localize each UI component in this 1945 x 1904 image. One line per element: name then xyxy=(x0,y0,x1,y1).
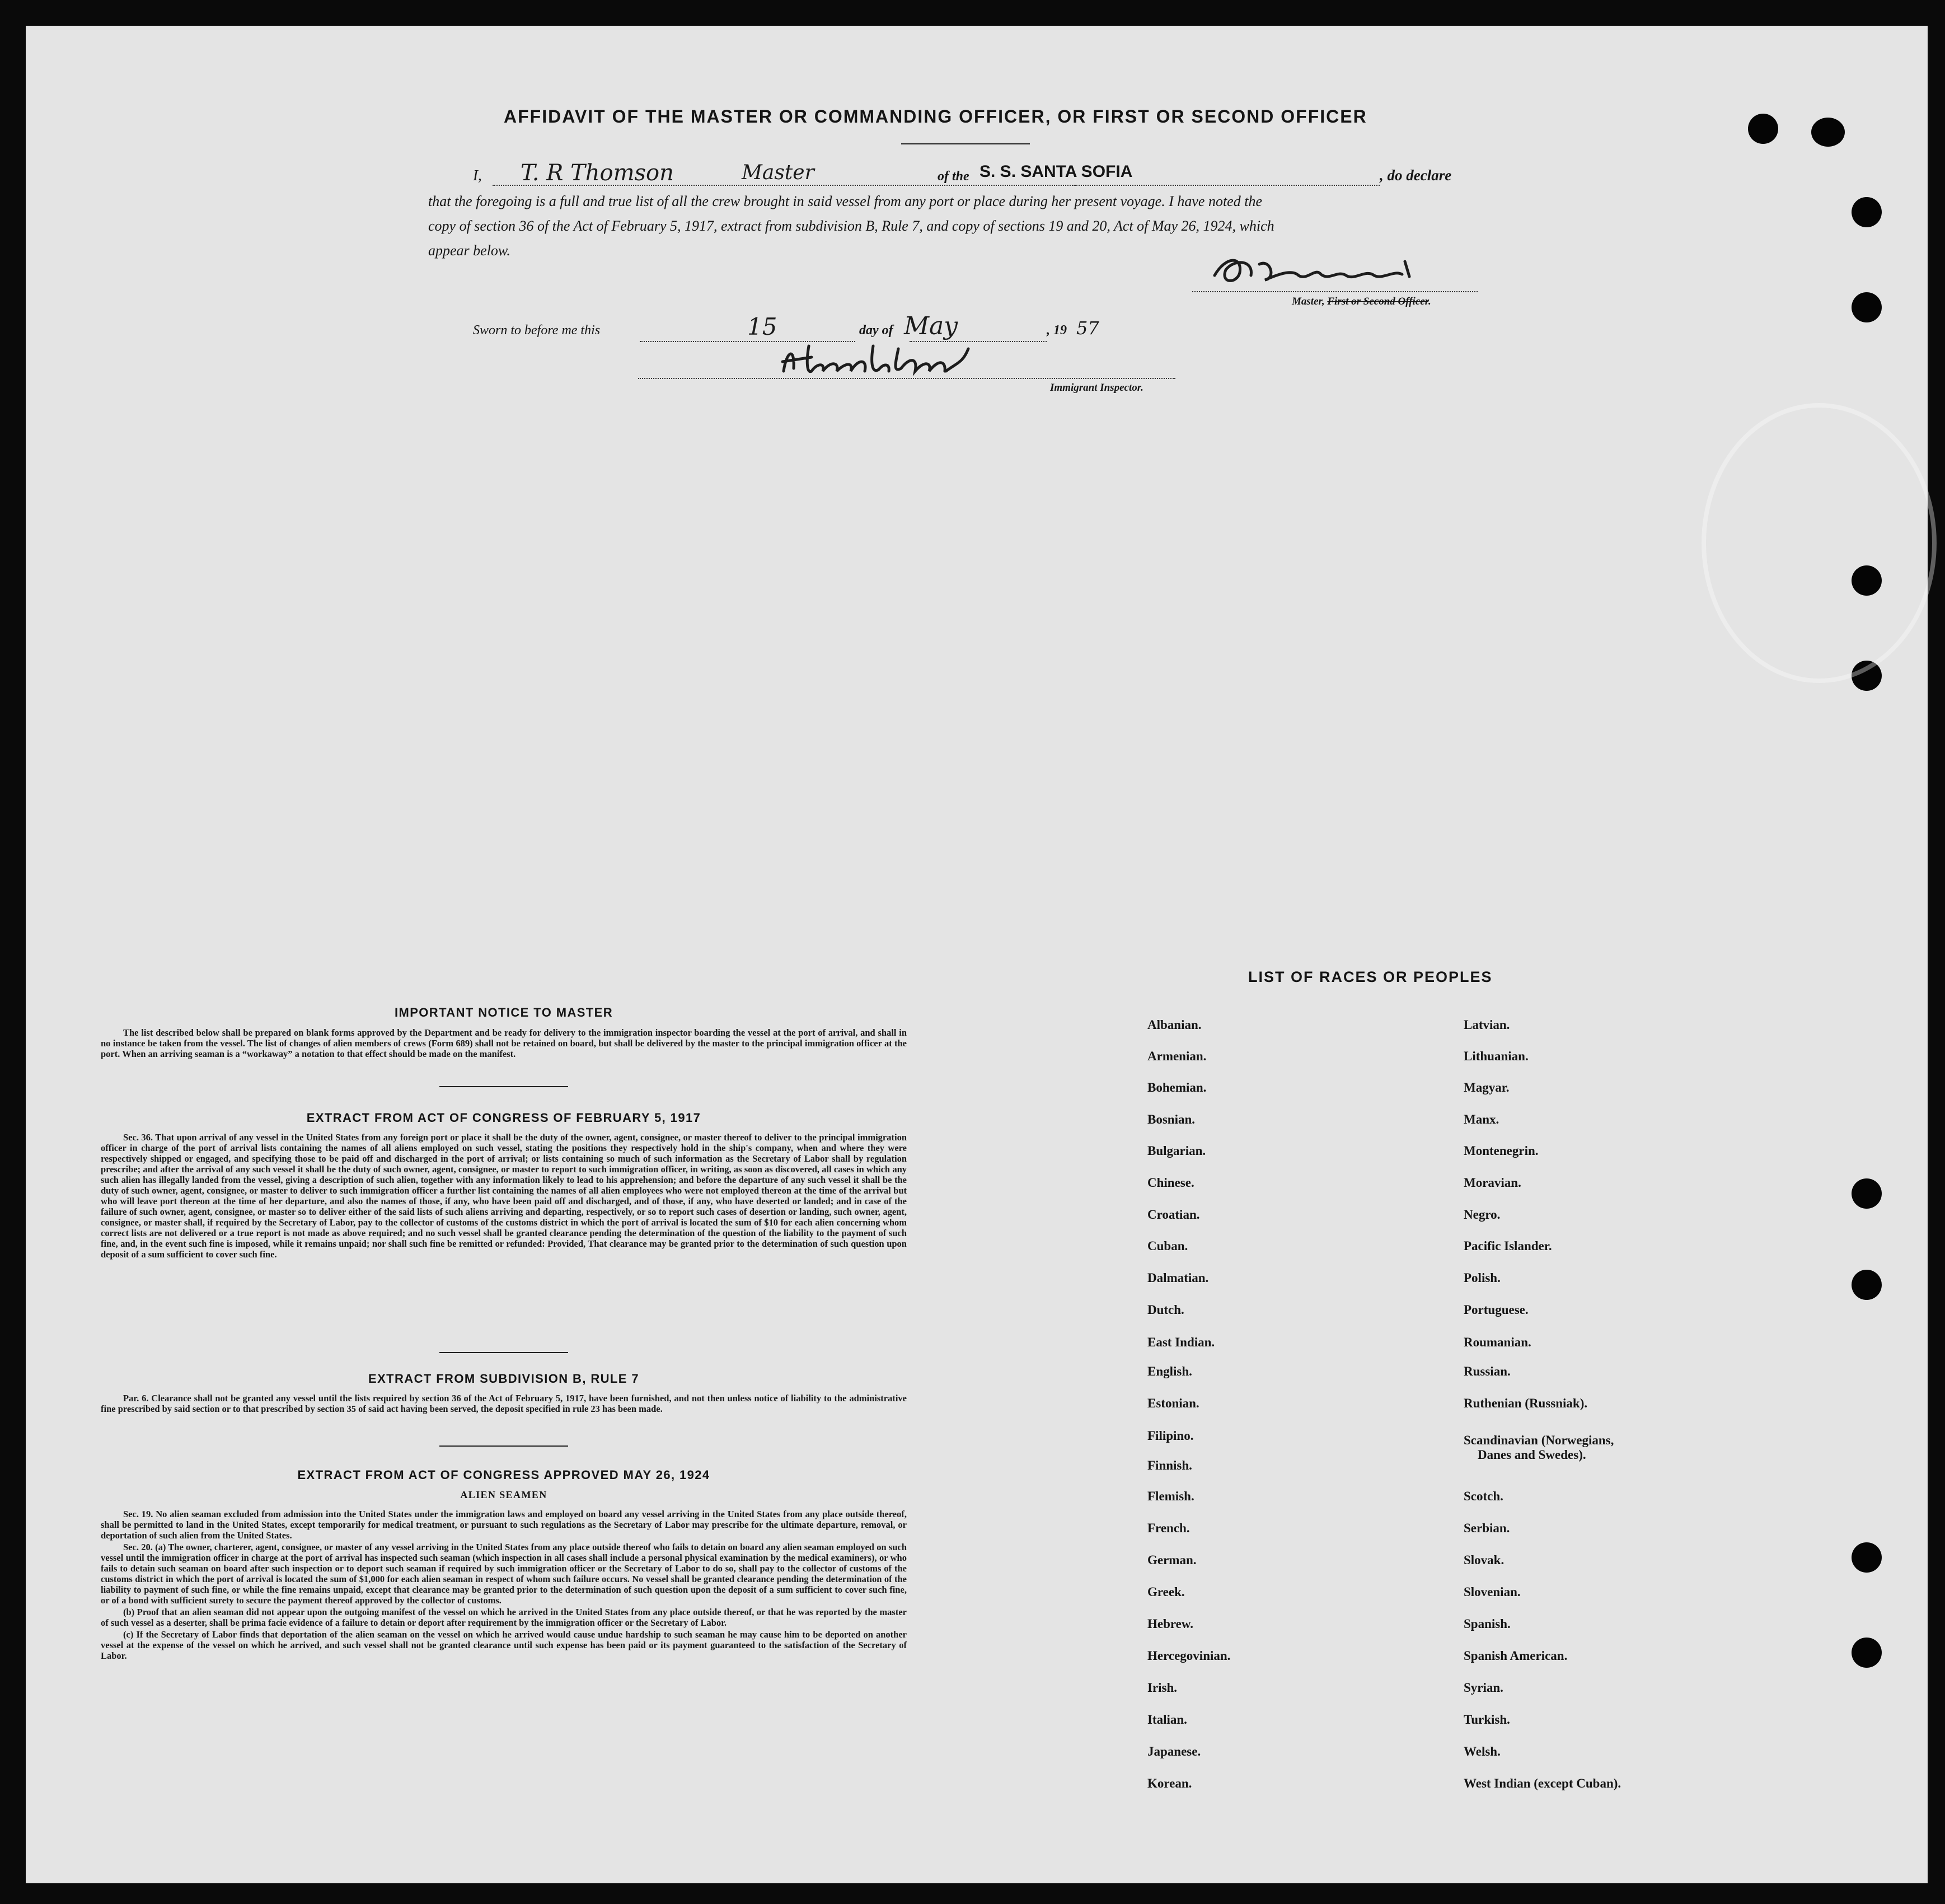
divider xyxy=(439,1352,568,1353)
race-item: Latvian. xyxy=(1464,1018,1510,1032)
punch-hole xyxy=(1852,1638,1882,1668)
struck-officer-label: First or Second Officer xyxy=(1327,296,1429,307)
race-item: Scotch. xyxy=(1464,1489,1503,1503)
race-item: Chinese. xyxy=(1147,1176,1194,1190)
race-item: Slovenian. xyxy=(1464,1585,1521,1599)
race-item: Spanish. xyxy=(1464,1617,1511,1631)
of-the-label: of the xyxy=(938,169,969,184)
race-item: Finnish. xyxy=(1147,1458,1192,1472)
section-19-paragraph: Sec. 19. No alien seaman excluded from admission into the United States under the immigration laws and employed on board any vessel arriving in the United States from any place outside thereof, shall be permitted to land in the United States, except temporarily for medical treatment, or pursuant to such regulations as the Secretary of Labor may prescribe for the ultimate departure, removal, or deportation of such alien from the United States. xyxy=(101,1509,907,1541)
race-item: Spanish American. xyxy=(1464,1649,1568,1663)
race-item: Montenegrin. xyxy=(1464,1144,1539,1158)
race-item: Armenian. xyxy=(1147,1049,1207,1063)
race-item: Russian. xyxy=(1464,1364,1511,1378)
race-item: Bosnian. xyxy=(1147,1112,1196,1126)
race-item: Filipino. xyxy=(1147,1429,1194,1443)
section-20b-paragraph: (b) Proof that an alien seaman did not appear upon the outgoing manifest of the vessel on which he arrived in the United States from any place outside thereof, or that he was reported by the master of such vessel as a deserter, shall be prima facie evidence of a failure to detain or deport after requirement by the immigration officer or the Secretary of Labor. xyxy=(101,1607,907,1628)
race-item: Irish. xyxy=(1147,1681,1178,1695)
race-item: Moravian. xyxy=(1464,1176,1521,1190)
race-item: Albanian. xyxy=(1147,1018,1202,1032)
race-item: Ruthenian (Russniak). xyxy=(1464,1396,1588,1410)
do-declare-label: , do declare xyxy=(1380,167,1452,184)
master-signature-label xyxy=(1292,296,1431,308)
sworn-label: Sworn to before me this xyxy=(473,323,601,338)
extract-1917-text xyxy=(101,1132,907,1261)
extract-1924-heading: EXTRACT FROM ACT OF CONGRESS APPROVED MAY 26, 1924 xyxy=(297,1468,710,1482)
notice-text xyxy=(101,1027,907,1060)
vessel-name: S. S. SANTA SOFIA xyxy=(979,162,1133,181)
race-item: Turkish. xyxy=(1464,1713,1510,1727)
race-item: Korean. xyxy=(1147,1776,1192,1790)
race-item: Pacific Islander. xyxy=(1464,1239,1552,1253)
race-item: Estonian. xyxy=(1147,1396,1199,1410)
declaration-body-line-2: copy of section 36 of the Act of February 5, 1917, extract from subdivision B, Rule 7, and copy of sections 19 and 20, Act of May 26, 1924, which xyxy=(428,218,1274,234)
inspector-label: Immigrant Inspector. xyxy=(1050,382,1143,394)
race-item: English. xyxy=(1147,1364,1192,1378)
divider xyxy=(439,1445,568,1447)
race-item: Italian. xyxy=(1147,1713,1187,1727)
section-20a-paragraph: Sec. 20. (a) The owner, charterer, agent, consignee, or master of any vessel arriving in the United States from any place outside thereof who fails to detain on board any alien seaman employed on such vessel until the immigration officer in charge at the port of arrival has inspected such seaman (which inspection in all cases shall include a personal physical examination by the medical examiners), or who fails to detain such seaman on board after such inspection or to deport such seaman if required by such immigration officer or the Secretary of Labor to do so, shall pay to the collector of customs of the customs district in which the port of arrival is located the sum of $1,000 for each alien seaman in respect of whom such failure occurs. No vessel shall be granted clearance pending the determination of the liability to payment of such fine, or while the fine remains unpaid, except that clearance may be granted prior to the determination of such question upon the deposit of a sum sufficient to cover such fine, or of a bond with sufficient surety to secure the payment thereof approved by the collector of customs. xyxy=(101,1542,907,1606)
race-item: Lithuanian. xyxy=(1464,1049,1529,1063)
punch-hole xyxy=(1852,197,1882,227)
race-item: Roumanian. xyxy=(1464,1335,1531,1349)
inspector-signature xyxy=(778,340,991,382)
race-item: Hercegovinian. xyxy=(1147,1649,1231,1663)
divider xyxy=(439,1086,568,1087)
race-item: German. xyxy=(1147,1553,1197,1567)
punch-hole xyxy=(1748,114,1778,144)
sworn-year: 57 xyxy=(1076,317,1099,339)
signature-scribble xyxy=(1209,253,1444,287)
race-item: Greek. xyxy=(1147,1585,1185,1599)
i-label: I, xyxy=(473,167,482,184)
punch-hole xyxy=(1852,1270,1882,1300)
race-item: Japanese. xyxy=(1147,1744,1201,1758)
race-item: Cuban. xyxy=(1147,1239,1188,1253)
race-item: Flemish. xyxy=(1147,1489,1194,1503)
notice-heading: IMPORTANT NOTICE TO MASTER xyxy=(394,1005,613,1019)
master-label: Master, xyxy=(1292,296,1328,307)
race-item: East Indian. xyxy=(1147,1335,1215,1349)
inspector-signature-line xyxy=(638,378,1175,379)
race-item: Negro. xyxy=(1464,1208,1501,1222)
race-item: Manx. xyxy=(1464,1112,1499,1126)
race-item: Dutch. xyxy=(1147,1303,1184,1317)
par-6-paragraph: Par. 6. Clearance shall not be granted any vessel until the lists required by section 36 of the Act of February 5, 1917, have been furnished, and not then unless notice of liability to the administrative fine prescribed by said section or to that prescribed by section 35 of said act having been served, the deposit specified in rule 23 has been made. xyxy=(101,1393,907,1414)
race-item: Syrian. xyxy=(1464,1681,1503,1695)
section-36-paragraph: Sec. 36. That upon arrival of any vessel in the United States from any foreign port or place it shall be the duty of the owner, agent, consignee, or master thereof to deliver to the principal immigration officer in charge of the port of arrival lists containing the names of all aliens employed on such vessel, stating the positions they respectively hold in the ship's company, when and where they were respectively shipped or engaged, and specifying those to be paid off and discharged in the port of arrival; or lists containing so much of such information as the Secretary of Labor shall by regulation prescribe; and after the arrival of any such vessel it shall be the duty of such owner, agent, consignee, or master to report to such immigration officer, in writing, as soon as discovered, all cases in which any such alien has illegally landed from the vessel, giving a description of such alien, together with any information likely to lead to his apprehension; and before the departure of any such vessel it shall be the duty of such owner, agent, consignee, or master to deliver to such immigration officer a further list containing the names of all alien employees who were not employed thereon at the time of the arrival but who will leave port thereon at the time of her departure, and also the names of those, if any, who have been paid off and discharged, and of those, if any, who have deserted or landed; and in case of the failure of such owner, agent, consignee, or master so to deliver either of the said lists of such aliens arriving and departing, respectively, or so to report such cases of desertion or landing, such owner, agent, consignee, or master shall, if required by the Secretary of Labor, pay to the collector of customs of the customs district in which the port of arrival is located the sum of $10 for each alien concerning whom correct lists are not delivered or a true report is not made as above required; and no such vessel shall be granted clearance pending the determination of the question of the liability to the payment of such fine, and, in the event such fine is imposed, while it remains unpaid; nor shall such fine be remitted or refunded: Provided, That clearance may be granted prior to the determination of such question upon deposit of a sum sufficient to cover such fine. xyxy=(101,1132,907,1260)
race-item: Croatian. xyxy=(1147,1208,1200,1222)
race-item: West Indian (except Cuban). xyxy=(1464,1776,1621,1790)
notice-paragraph: The list described below shall be prepared on blank forms approved by the Department and be ready for delivery to the immigration inspector boarding the vessel at the port of arrival, and shall in no instance be taken from the vessel. The list of changes of alien members of crews (Form 689) shall not be retained on board, but shall be delivered by the master to the principal immigration officer at the port. When an arriving seaman is a “workaway” a notation to that effect should be made on the manifest. xyxy=(101,1027,907,1059)
race-item: French. xyxy=(1147,1521,1190,1535)
race-item: Welsh. xyxy=(1464,1744,1501,1758)
race-item: Scandinavian (Norwegians, xyxy=(1464,1433,1614,1447)
master-signature xyxy=(1209,253,1444,293)
master-rank: Master xyxy=(742,161,814,184)
embossed-seal xyxy=(1702,403,1937,683)
race-item: Danes and Swedes). xyxy=(1478,1448,1586,1462)
declaration-body-line-3: appear below. xyxy=(428,242,510,259)
race-item: Portuguese. xyxy=(1464,1303,1529,1317)
race-item: Slovak. xyxy=(1464,1553,1505,1567)
race-item: Polish. xyxy=(1464,1271,1501,1285)
race-item: Bohemian. xyxy=(1147,1080,1207,1094)
section-20c-paragraph: (c) If the Secretary of Labor finds that deportation of the alien seaman on the vessel on which he arrived would cause undue hardship to such seaman he may cause him to be deported on another vessel at the expense of the vessel on which he arrived, and such vessel shall not be granted clearance until such expense has been paid or its payment guaranteed to the satisfaction of the Secretary of Labor. xyxy=(101,1629,907,1661)
extract-1917-heading: EXTRACT FROM ACT OF CONGRESS OF FEBRUARY 5, 1917 xyxy=(306,1111,701,1125)
sworn-day: 15 xyxy=(747,313,777,340)
vessel-fill-line xyxy=(1075,185,1380,186)
races-title: LIST OF RACES OR PEOPLES xyxy=(1248,969,1493,985)
rule-7-heading: EXTRACT FROM SUBDIVISION B, RULE 7 xyxy=(368,1372,639,1386)
race-item: Dalmatian. xyxy=(1147,1271,1209,1285)
declaration-body xyxy=(428,189,1480,263)
affidavit-title: AFFIDAVIT OF THE MASTER OR COMMANDING OFFICER, OR FIRST OR SECOND OFFICER xyxy=(504,106,1367,127)
declaration-line xyxy=(473,162,1480,190)
alien-seamen-subheading: ALIEN SEAMEN xyxy=(460,1489,547,1500)
extract-1924-text xyxy=(101,1509,907,1662)
title-divider xyxy=(901,143,1030,144)
punch-hole xyxy=(1811,118,1845,147)
year-prefix: , 19 xyxy=(1047,323,1067,338)
punch-hole xyxy=(1852,1178,1882,1209)
master-name: T. R Thomson xyxy=(521,160,674,186)
race-item: Serbian. xyxy=(1464,1521,1510,1535)
master-signature-line xyxy=(1192,291,1478,292)
sworn-month: May xyxy=(904,312,958,340)
race-item: Magyar. xyxy=(1464,1080,1510,1094)
punch-hole xyxy=(1852,1542,1882,1573)
label-period: . xyxy=(1428,296,1431,307)
inspector-signature-scribble xyxy=(778,340,991,380)
race-item: Hebrew. xyxy=(1147,1617,1193,1631)
punch-hole xyxy=(1852,292,1882,322)
day-of-label: day of xyxy=(859,323,893,338)
rule-7-text xyxy=(101,1393,907,1415)
race-item: Bulgarian. xyxy=(1147,1144,1206,1158)
declaration-body-line-1: that the foregoing is a full and true list of all the crew brought in said vessel from any port or place during her present voyage. I have noted the xyxy=(428,193,1262,209)
